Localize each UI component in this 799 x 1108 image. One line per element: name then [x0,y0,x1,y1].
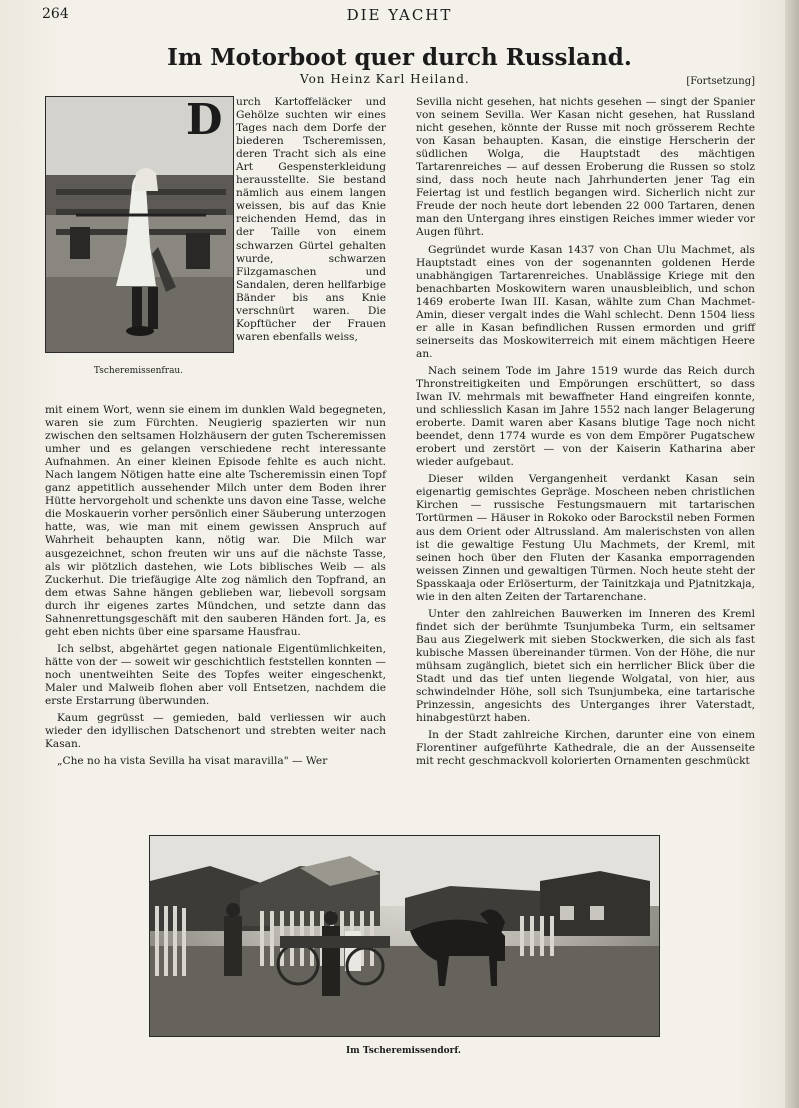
paragraph: Ich selbst, abgehärtet gegen nationale Eigentümlichkeiten, hätte von der — soweit wir geschichtlich feststellen konnten — noch unentweihten Seite des Topfes weiter eingeschenkt, Maler und Malweib flohen aber voll Entsetzen, nachdem die erste Erstarrung überwunden. [45,642,386,708]
paragraph: In der Stadt zahlreiche Kirchen, darunter eine von einem Florentiner aufgeführte Kathedrale, die an der Aussenseite mit recht geschmackvoll kolorierten Ornamenten geschmückt [416,729,755,768]
continuation-note: [Fortsetzung] [686,76,755,87]
narrow-column-text: urch Kartoffeläcker und Gehölze suchten wir eines Tages nach dem Dorfe der biederen Tscheremissen, deren Tracht sich als eine Art Gespensterkleidung herausstellte. Sie bestand nämlich aus einem langen weissen, bis auf das Knie reichenden Hemd, das in der Taille von einem schwarzen Gürtel gehalten wurde, schwarzen Filzgamaschen und Sandalen, deren hellfarbige Bänder bis ans Knie verschnürt waren. Die Kopftücher der Frauen waren ebenfalls weiss, [236,96,386,343]
article-narrow-column [236,96,386,348]
page-edge-shadow [785,0,799,1108]
article-byline: Von Heinz Karl Heiland. [300,72,470,86]
village-photo-illustration [150,836,659,1036]
village-photo-caption: Im Tscheremissendorf. [345,1046,462,1056]
article-left-column [45,404,386,772]
photo-tscheremissen-village [149,835,660,1037]
paragraph: Dieser wilden Vergangenheit verdankt Kasan sein eigenartig gemischtes Gepräge. Moscheen neben christlichen Kirchen — russische Festungsmauern mit tartarischen Tortürmen — Häuser in Rokoko oder Barockstil neben Formen aus dem Orient oder Altrussland. Am malerischsten von allen ist die gewaltige Festung Ulu Machmets, der Kreml, mit seinen hoch über den Fluten der Kasanka emporragenden weissen Zinnen und gewaltigen Türmen. Noch heute steht der Spasskaaja oder Erlöserturm, der Tainitzkaja und Pjatnitzkaja, wie in den alten Zeiten der Tartarenchane. [416,473,755,603]
paragraph: Nach seinem Tode im Jahre 1519 wurde das Reich durch Thronstreitigkeiten und Empörungen erschüttert, so dass Iwan IV. mehrmals mit bewaffneter Hand eingreifen konnte, und schliesslich Kasan im Jahre 1552 nach langer Belagerung eroberte. Damit waren aber Kasans blutige Tage noch nicht beendet, denn 1774 wurde es von dem Empörer Pugatschew erobert und zerstört — von der Kaiserin Katharina aber wieder aufgebaut. [416,364,755,469]
woman-photo-caption: Tscheremissenfrau. [93,366,184,376]
paragraph: mit einem Wort, wenn sie einem im dunklen Wald begegneten, waren sie zum Fürchten. Neugierig spazierten wir nun zwischen den seltsamen Holzhäusern der guten Tscheremissen umher und es gelangen verschiedene recht interessante Aufnahmen. An einer kleinen Episode fehlte es auch nicht. Nach langem Nötigen hatte eine alte Tscheremissin einen Topf ganz appetitlich aussehender Milch unter dem Boden ihrer Hütte hervorgeholt und schenkte uns davon eine Tasse, welche die Moskauerin vorher persönlich einer Säuberung unterzogen hatte, was, wie man mit einem gewissen Anspruch auf Wahrheit behaupten kann, nötig war. Die Milch war ausgezeichnet, schon freuten wir uns auf die nächste Tasse, als wir plötzlich dastehen, wie Lots biblisches Weib — als Zuckerhut. Die triefäugige Alte zog nämlich den Topfrand, an dem etwas Sahne hängen geblieben war, liebevoll sorgsam durch ihr eigenes zartes Mündchen, und setzte dann das Sahnenrettungsgeschäft mit den sauberen Händen fort. Ja, es geht eben nichts über eine sparsame Hausfrau. [45,404,386,638]
paragraph: „Che no ha vista Sevilla ha visat maravilla" — Wer [57,755,328,768]
drop-cap: D [186,95,223,144]
paragraph: Gegründet wurde Kasan 1437 von Chan Ulu Machmet, als Hauptstadt eines von der sogenannten goldenen Herde unabhängigen Tartarenreiches. Unablässige Kriege mit den benachbarten Moskowitern waren unausbleiblich, und schon 1469 eroberte Iwan III. Kasan, wählte zum Chan Machmet-Amin, dieser vergalt indes die Wahl schlecht. Denn 1504 liess er alle in Kasan befindlichen Russen ermorden und griff seinerseits das Moskowiterreich mit einem mächtigen Heere an. [416,243,755,360]
article-right-column [416,96,755,772]
article-title: Im Motorboot quer durch Russland. [167,44,632,71]
paragraph: Kaum gegrüsst — gemieden, bald verliessen wir auch wieder den idyllischen Datschenort und strebten weiter nach Kasan. [45,712,386,751]
paragraph: Sevilla nicht gesehen, hat nichts gesehen — singt der Spanier von seinem Sevilla. Wer Kasan nicht gesehen, hat Russland nicht gesehen, könnte der Russe mit noch grösserem Rechte von Kasan behaupten. Kasan, die einstige Herscherin der südlichen Wolga, die Hauptstadt des mächtigen Tartarenreiches — auf dessen Eroberung die Russen so stolz sind, dass noch heute nach Jahrhunderten jener Tag ein Feiertag ist und festlich begangen wird. Sicherlich nicht zur Freude der noch heute dort lebenden 22 000 Tartaren, denen man den Untergang ihres einstigen Reiches immer wieder vor Augen führt. [416,96,755,239]
page-number: 264 [42,6,69,22]
running-head: DIE YACHT [346,6,453,24]
paragraph: Unter den zahlreichen Bauwerken im Inneren des Kreml findet sich der berühmte Tsunjumbeka Turm, ein seltsamer Bau aus Ziegelwerk mit sieben Stockwerken, die sich als fast kubische Massen übereinander türmen. Von der Höhe, die nur mühsam zugänglich, bietet sich ein herrlicher Blick über die Stadt und das tief unten liegende Wolgatal, von hier, aus schwindelnder Höhe, soll sich Tsunjumbeka, eine tartarische Prinzessin, angesichts des Unterganges ihrer Vaterstadt, hinabgestürzt haben. [416,607,755,725]
